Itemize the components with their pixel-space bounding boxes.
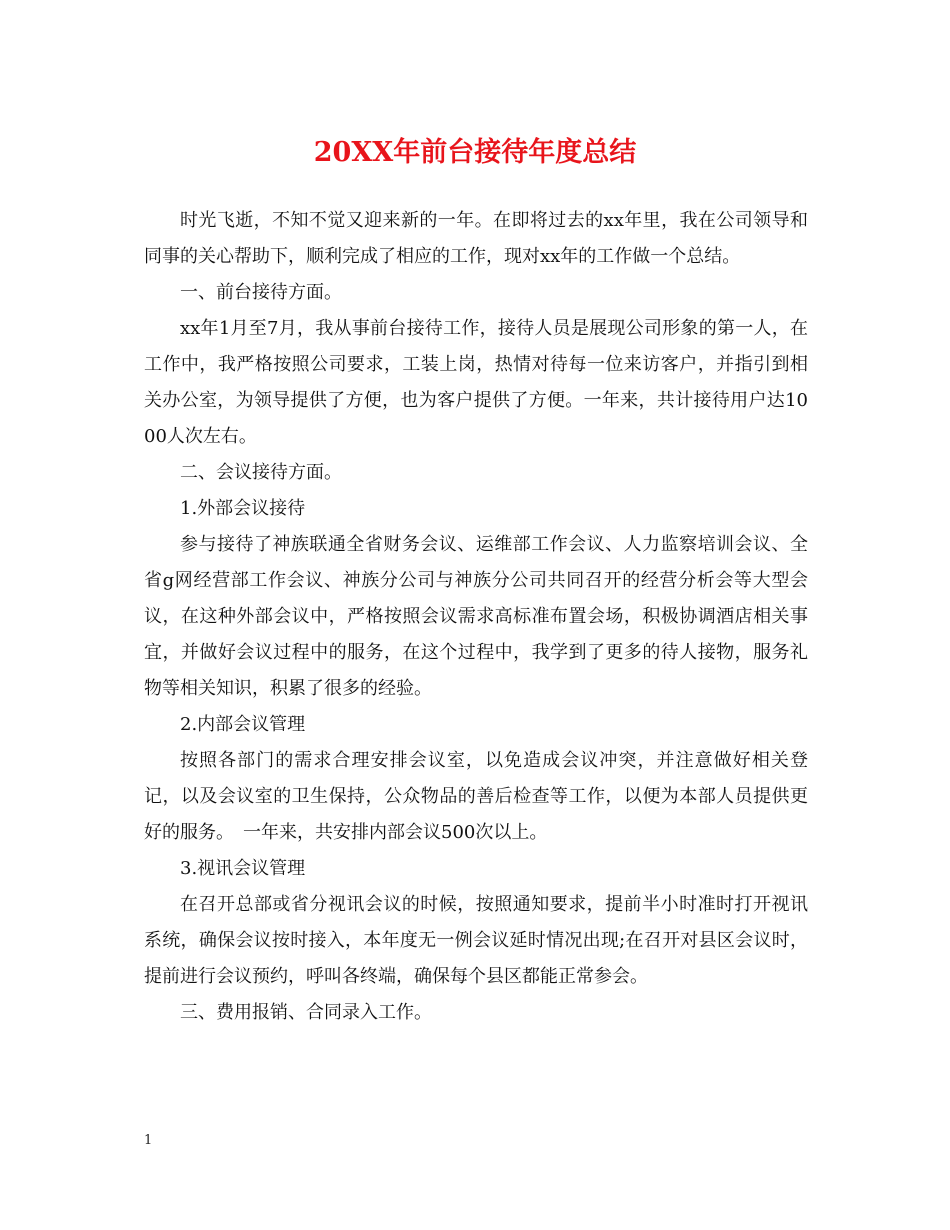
document-title: 20XX年前台接待年度总结 [313,137,637,168]
document-body [144,203,808,1031]
heading-meeting-reception: 二、会议接待方面。 [180,462,342,483]
paragraph-intro: 时光飞逝，不知不觉又迎来新的一年。在即将过去的xx年里，我在公司领导和同事的关心帮助下，顺利完成了相应的工作，现对xx年的工作做一个总结。 [144,210,808,267]
paragraph-reception: xx年1月至7月，我从事前台接待工作，接待人员是展现公司形象的第一人，在工作中，我严格按照公司要求，工装上岗，热情对待每一位来访客户，并指引到相关办公室，为领导提供了方便，也为客户提供了方便。一年来，共计接待用户达1000人次左右。 [144,318,808,447]
subheading-external-meetings: 1.外部会议接待 [180,498,306,519]
subheading-internal-meetings: 2.内部会议管理 [180,714,306,735]
subheading-video-meetings: 3.视讯会议管理 [180,858,306,879]
page-number: 1 [144,1133,153,1148]
paragraph-external-meetings: 参与接待了神族联通全省财务会议、运维部工作会议、人力监察培训会议、全省g网经营部工作会议、神族分公司与神族分公司共同召开的经营分析会等大型会议，在这种外部会议中，严格按照会议需求高标准布置会场，积极协调酒店相关事宜，并做好会议过程中的服务，在这个过程中，我学到了更多的待人接物，服务礼物等相关知识，积累了很多的经验。 [144,534,808,699]
paragraph-video-meetings: 在召开总部或省分视讯会议的时候，按照通知要求，提前半小时准时打开视讯系统，确保会议按时接入，本年度无一例会议延时情况出现;在召开对县区会议时，提前进行会议预约，呼叫各终端，确保每个县区都能正常参会。 [144,894,808,987]
heading-reception: 一、前台接待方面。 [180,282,342,303]
paragraph-internal-meetings: 按照各部门的需求合理安排会议室，以免造成会议冲突，并注意做好相关登记，以及会议室的卫生保持，公众物品的善后检查等工作，以便为本部人员提供更好的服务。 一年来，共安排内部会议500次以上。 [144,750,808,843]
heading-expenses-contracts: 三、费用报销、合同录入工作。 [180,1002,432,1023]
